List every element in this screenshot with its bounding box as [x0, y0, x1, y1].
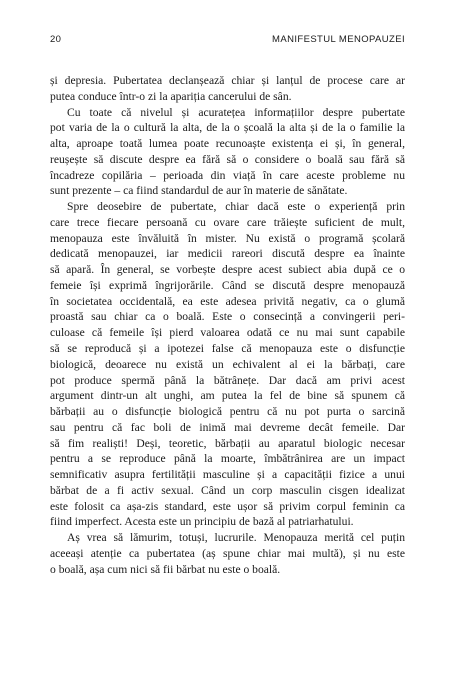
text-line: pot varia de la o cultură la alta, de la o școală la alta și de la o familie la: [50, 121, 405, 135]
text-line: fiind imperfect. Acesta este un principiu de bază al patriarhatului.: [50, 515, 354, 529]
text-line: încadreze copilăria – perioada din viață în care aceste probleme nu: [50, 168, 405, 182]
page-header: [50, 34, 405, 48]
body-text: [50, 73, 405, 578]
text-line: să fim realiști! Deși, teoretic, bărbații au aparatul biologic necesar: [50, 436, 405, 450]
text-line: menopauza este învăluită în mister. Nu există o programă școlară: [50, 231, 405, 245]
page-number: 20: [50, 34, 62, 45]
text-line: pentru a se reproduce până la moarte, îmbătrânirea are un impact: [50, 452, 405, 466]
running-title: MANIFESTUL MENOPAUZEI: [272, 34, 405, 45]
text-line: bărbat de a fi activ sexual. Când un corp masculin cisgen idealizat: [50, 483, 405, 497]
text-line: culoase că femeile își pierd valoarea odată ce nu mai sunt capabile: [50, 326, 405, 340]
paragraph: [50, 530, 405, 577]
text-line: reușește să discute despre ea fără să o considere o boală sau fără să: [50, 152, 405, 166]
text-line: este folosit ca așa-zis standard, este ușor să privim corpul feminin ca: [50, 499, 405, 513]
text-line: sunt prezente – ca fiind standardul de aur în materie de sănătate.: [50, 184, 348, 198]
text-line: o boală, așa cum nici să fii bărbat nu este o boală.: [50, 562, 281, 576]
text-line: pot produce spermă până la bătrânețe. Dar dacă am privi acest: [50, 373, 405, 387]
text-line: să apară. În general, se vorbește despre acest subiect abia după ce o: [50, 263, 405, 277]
text-line: Aș vrea să lămurim, totuși, lucrurile. Menopauza merită cel puțin: [67, 531, 405, 545]
text-line: proastă sau chiar ca o boală. Este o consecință a convingerii peri-: [50, 310, 405, 324]
text-line: dedicată menopauzei, iar medicii rareori discută despre ea înainte: [50, 247, 405, 261]
text-line: în societatea occidentală, ea este adesea privită negativ, ca o glumă: [50, 294, 405, 308]
text-line: alta, aproape toată lumea poate recunoaște existența ei și, în general,: [50, 137, 405, 151]
text-line: putea conduce într-o zi la apariția cancerului de sân.: [50, 89, 292, 103]
text-line: care trece fiecare persoană cu ovare care trăiește suficient de mult,: [50, 215, 405, 229]
text-line: semnificativ asupra fertilității masculine și a capacității fizice a unui: [50, 468, 405, 482]
text-line: femeie își exprimă îngrijorările. Când se discută despre menopauză: [50, 278, 405, 292]
text-line: biologică, deoarece nu există un echivalent al ei la bărbați, care: [50, 357, 405, 371]
text-line: bărbații au o disfuncție biologică pentru că nu pot purta o sarcină: [50, 405, 405, 419]
text-line: Cu toate că nivelul și acuratețea informațiilor despre pubertate: [67, 105, 405, 119]
paragraph: [50, 73, 405, 105]
text-line: Spre deosebire de pubertate, chiar dacă este o experiență prin: [67, 200, 405, 214]
text-line: argument dintr-un alt unghi, am putea la fel de bine să spunem că: [50, 389, 405, 403]
paragraph: [50, 199, 405, 530]
text-line: să se reproducă și a ipotezei false că menopauza este o disfuncție: [50, 342, 405, 356]
text-line: sau pentru că fac boli de inimă mai devreme decât femeile. Dar: [50, 420, 405, 434]
text-line: aceeași atenție ca pubertatea (aș spune chiar mai multă), și nu este: [50, 546, 405, 560]
text-line: și depresia. Pubertatea declanșează chiar și lanțul de procese care ar: [50, 74, 405, 87]
paragraph: [50, 105, 405, 200]
